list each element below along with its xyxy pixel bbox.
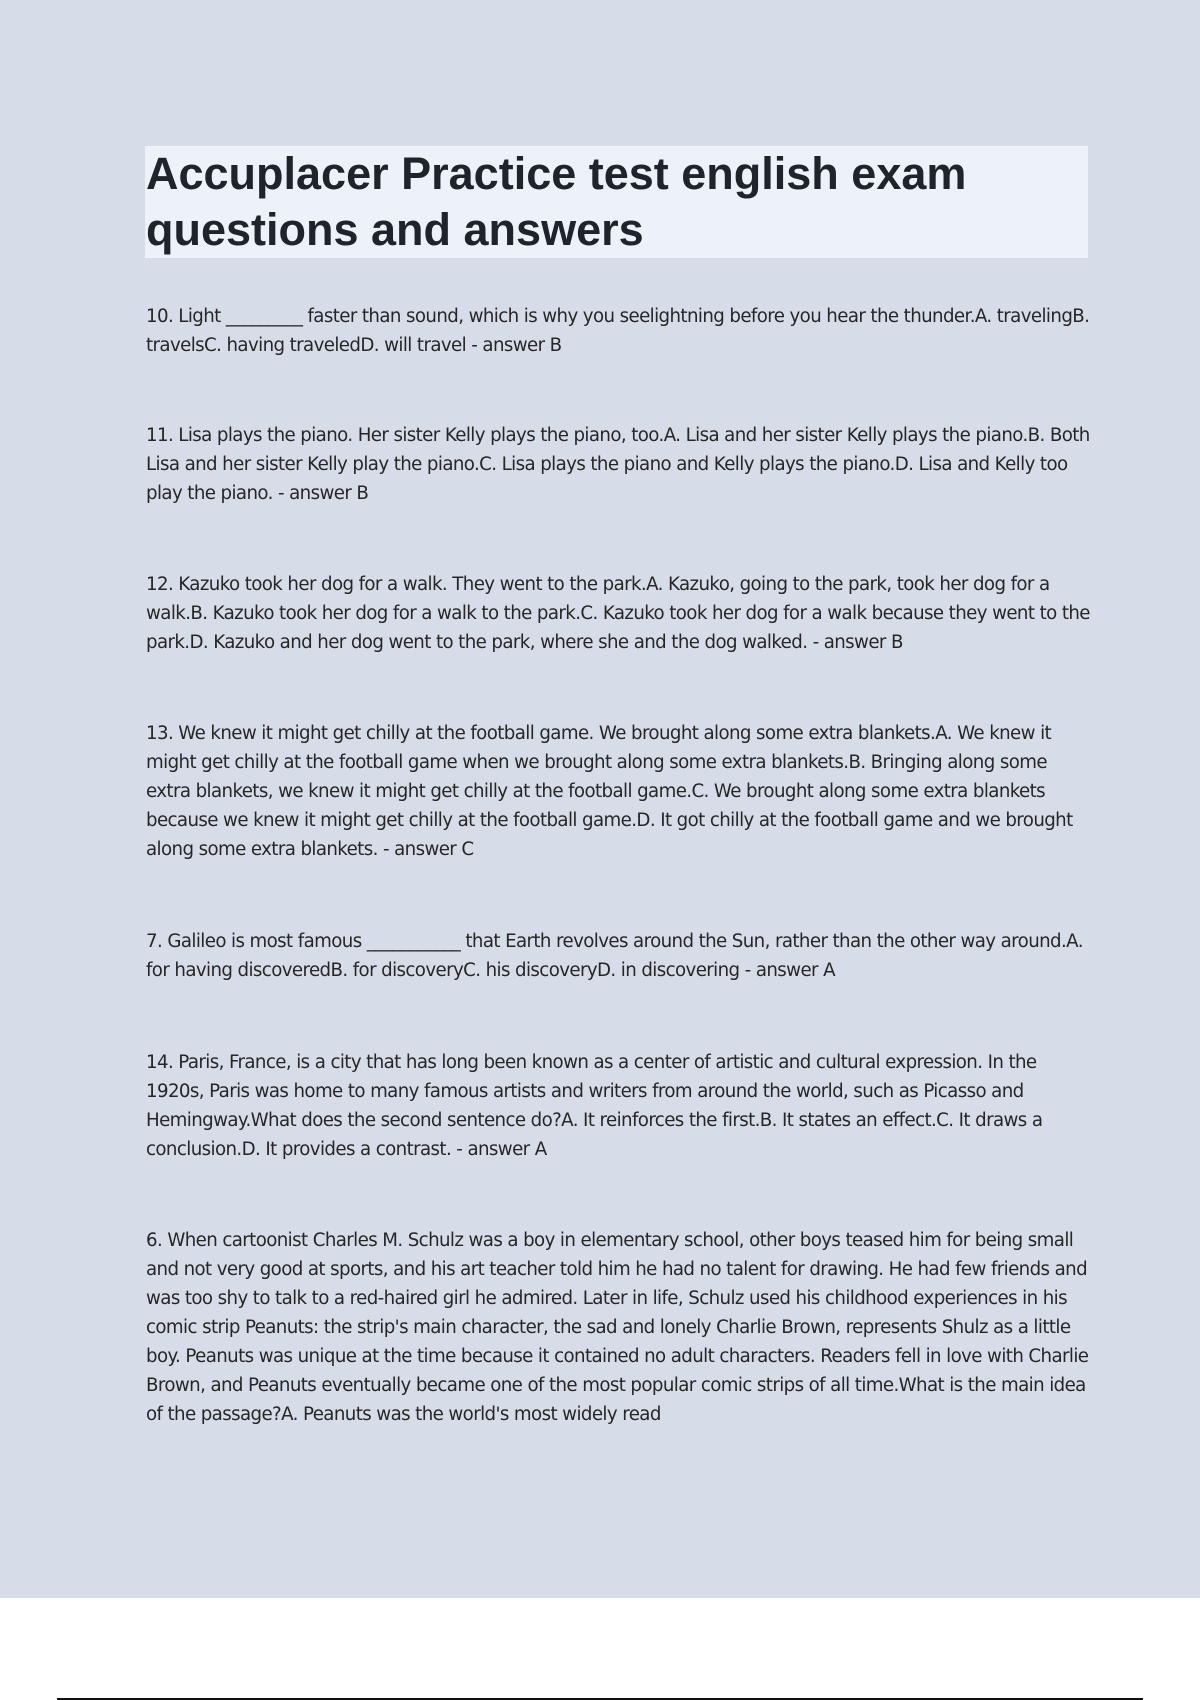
- question-11: 11. Lisa plays the piano. Her sister Kelly plays the piano, too.A. Lisa and her sister Kelly plays the piano.B. Both Lisa and her sister Kelly play the piano.C. Lisa plays the piano and Kelly plays the piano.D. Lisa and Kelly too play the piano. - answer B: [146, 425, 1090, 504]
- question-13: 13. We knew it might get chilly at the football game. We brought along some extra blankets.A. We knew it might get chilly at the football game when we brought along some extra blankets.B. Bringing along some extra blankets, we knew it might get chilly at the football game.C. We brought along some extra blankets because we knew it might get chilly at the football game.D. It got chilly at the football game and we brought along some extra blankets. - answer C: [146, 723, 1073, 860]
- question-7: 7. Galileo is most famous ___________ that Earth revolves around the Sun, rather than the other way around.A. for having discoveredB. for discoveryC. his discoveryD. in discovering - answer A: [146, 931, 1083, 981]
- question-14: 14. Paris, France, is a city that has long been known as a center of artistic and cultural expression. In the 1920s, Paris was home to many famous artists and writers from around the world, such as Picasso and Hemingway.What does the second sentence do?A. It reinforces the first.B. It states an effect.C. It draws a conclusion.D. It provides a contrast. - answer A: [146, 1052, 1043, 1160]
- question-10: 10. Light _________ faster than sound, which is why you seelightning before you hear the thunder.A. travelingB. travelsC. having traveledD. will travel - answer B: [146, 306, 1090, 356]
- document-title: Accuplacer Practice test english exam questions and answers: [146, 148, 967, 255]
- question-6: 6. When cartoonist Charles M. Schulz was a boy in elementary school, other boys teased him for being small and not very good at sports, and his art teacher told him he had no talent for drawing. He had few friends and was too shy to talk to a red-haired girl he admired. Later in life, Schulz used his childhood experiences in his comic strip Peanuts: the strip's main character, the sad and lonely Charlie Brown, represents Shulz as a little boy. Peanuts was unique at the time because it contained no adult characters. Readers fell in love with Charlie Brown, and Peanuts eventually became one of the most popular comic strips of all time.What is the main idea of the passage?A. Peanuts was the world's most widely read: [146, 1230, 1089, 1425]
- question-12: 12. Kazuko took her dog for a walk. They went to the park.A. Kazuko, going to the park, took her dog for a walk.B. Kazuko took her dog for a walk to the park.C. Kazuko took her dog for a walk because they went to the park.D. Kazuko and her dog went to the park, where she and the dog walked. - answer B: [146, 574, 1090, 653]
